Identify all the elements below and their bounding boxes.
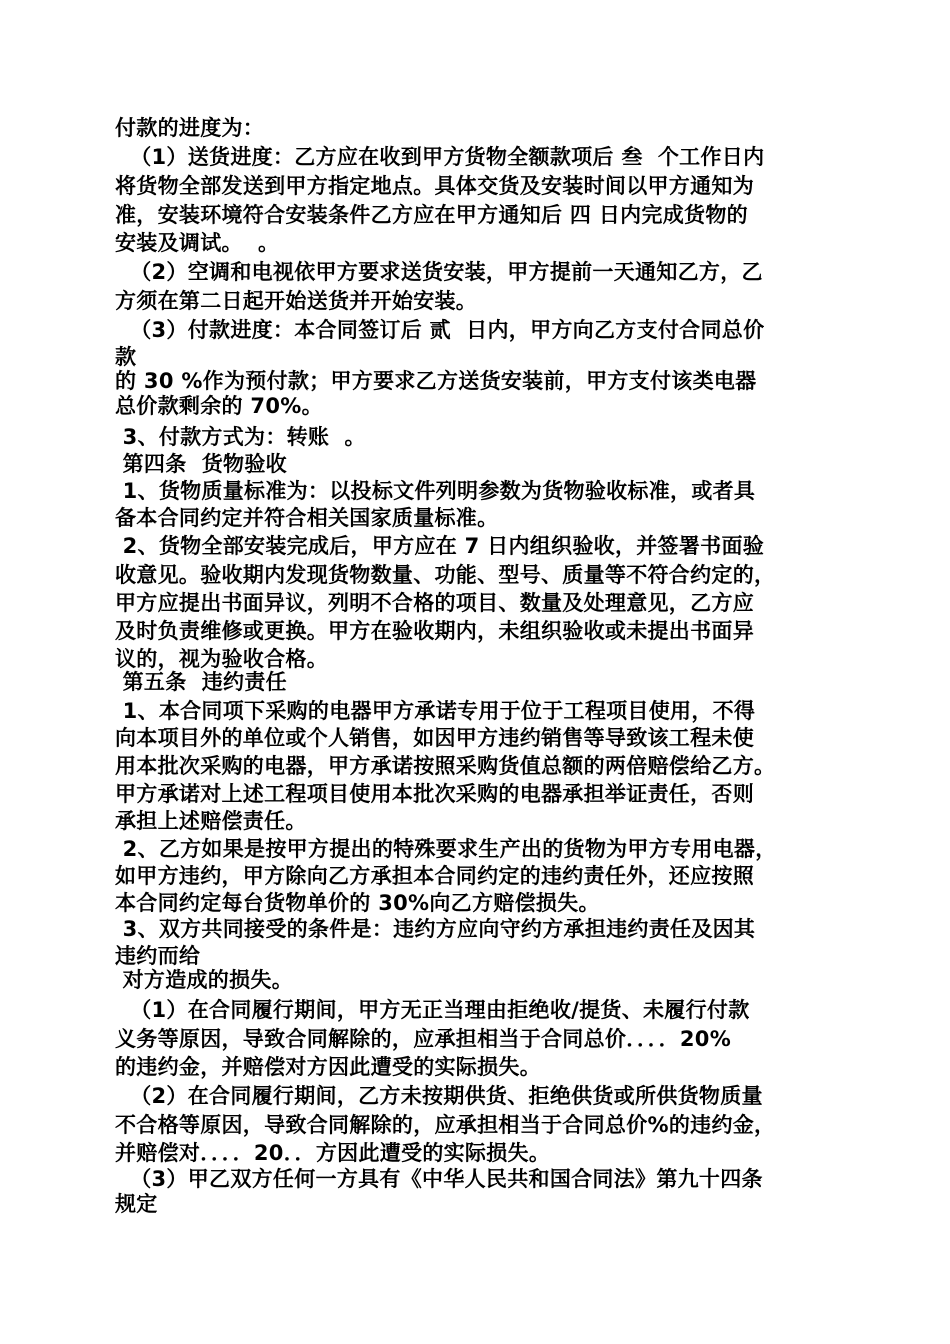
text-line: （1）送货进度：乙方应在收到甲方货物全额款项后 叁 个工作日内 <box>115 145 765 169</box>
text-line: （3）甲乙双方任何一方具有《中华人民共和国合同法》第九十四条 <box>115 1167 763 1191</box>
text-line: 备本合同约定并符合相关国家质量标准。 <box>115 506 499 530</box>
text-line: 议的，视为验收合格。 <box>115 647 328 671</box>
text-line: 违约而给 <box>115 944 201 968</box>
text-line: 2、乙方如果是按甲方提出的特殊要求生产出的货物为甲方专用电器， <box>115 837 777 861</box>
text-line: 不合格等原因，导致合同解除的，应承担相当于合同总价%的违约金， <box>115 1113 776 1137</box>
text-line: 总价款剩余的 70%。 <box>115 394 323 418</box>
text-line: 1、货物质量标准为：以投标文件列明参数为货物验收标准，或者具 <box>115 479 756 503</box>
text-line: 义务等原因，导致合同解除的，应承担相当于合同总价．．．．20% <box>115 1027 732 1051</box>
text-line: 本合同约定每台货物单价的 30%向乙方赔偿损失。 <box>115 891 600 915</box>
text-line: 款 <box>115 345 137 369</box>
text-line: 收意见。验收期内发现货物数量、功能、型号、质量等不符合约定的， <box>115 563 776 587</box>
text-line: 3、付款方式为：转账 。 <box>115 425 366 449</box>
text-line: （3）付款进度：本合同签订后 贰 日内，甲方向乙方支付合同总价 <box>115 318 765 342</box>
text-line: （1）在合同履行期间，甲方无正当理由拒绝收/提货、未履行付款 <box>115 998 750 1022</box>
text-line: 及时负责维修或更换。甲方在验收期内，未组织验收或未提出书面异 <box>115 619 754 643</box>
text-line: 甲方承诺对上述工程项目使用本批次采购的电器承担举证责任，否则 <box>115 782 754 806</box>
text-line: 甲方应提出书面异议，列明不合格的项目、数量及处理意见，乙方应 <box>115 591 754 615</box>
text-line: 方须在第二日起开始送货并开始安装。 <box>115 289 478 313</box>
text-line: （2）空调和电视依甲方要求送货安装，甲方提前一天通知乙方，乙 <box>115 260 763 284</box>
text-line: 2、货物全部安装完成后，甲方应在 7 日内组织验收，并签署书面验 <box>115 534 765 558</box>
text-line: 向本项目外的单位或个人销售，如因甲方违约销售等导致该工程未使 <box>115 726 754 750</box>
text-line: 规定 <box>115 1192 158 1216</box>
text-line: 将货物全部发送到甲方指定地点。具体交货及安装时间以甲方通知为 <box>115 174 754 198</box>
text-line: 3、双方共同接受的条件是：违约方应向守约方承担违约责任及因其 <box>115 917 756 941</box>
text-line: 的 30 %作为预付款；甲方要求乙方送货安装前，甲方支付该类电器 <box>115 369 757 393</box>
text-line: （2）在合同履行期间，乙方未按期供货、拒绝供货或所供货物质量 <box>115 1084 763 1108</box>
text-line: 如甲方违约，甲方除向乙方承担本合同约定的违约责任外，还应按照 <box>115 864 754 888</box>
text-line: 第四条 货物验收 <box>115 452 287 476</box>
text-line: 1、本合同项下采购的电器甲方承诺专用于位于工程项目使用，不得 <box>115 699 756 723</box>
text-line: 承担上述赔偿责任。 <box>115 809 307 833</box>
text-line: 付款的进度为： <box>115 116 265 140</box>
text-line: 安装及调试。 。 <box>115 231 280 255</box>
text-line: 第五条 违约责任 <box>115 670 287 694</box>
text-line: 对方造成的损失。 <box>115 968 294 992</box>
text-line: 并赔偿对．．．．20．．方因此遭受的实际损失。 <box>115 1141 551 1165</box>
text-line: 用本批次采购的电器，甲方承诺按照采购货值总额的两倍赔偿给乙方。 <box>115 754 776 778</box>
text-line: 准，安装环境符合安装条件乙方应在甲方通知后 四 日内完成货物的 <box>115 203 748 227</box>
text-line: 的违约金，并赔偿对方因此遭受的实际损失。 <box>115 1055 541 1079</box>
